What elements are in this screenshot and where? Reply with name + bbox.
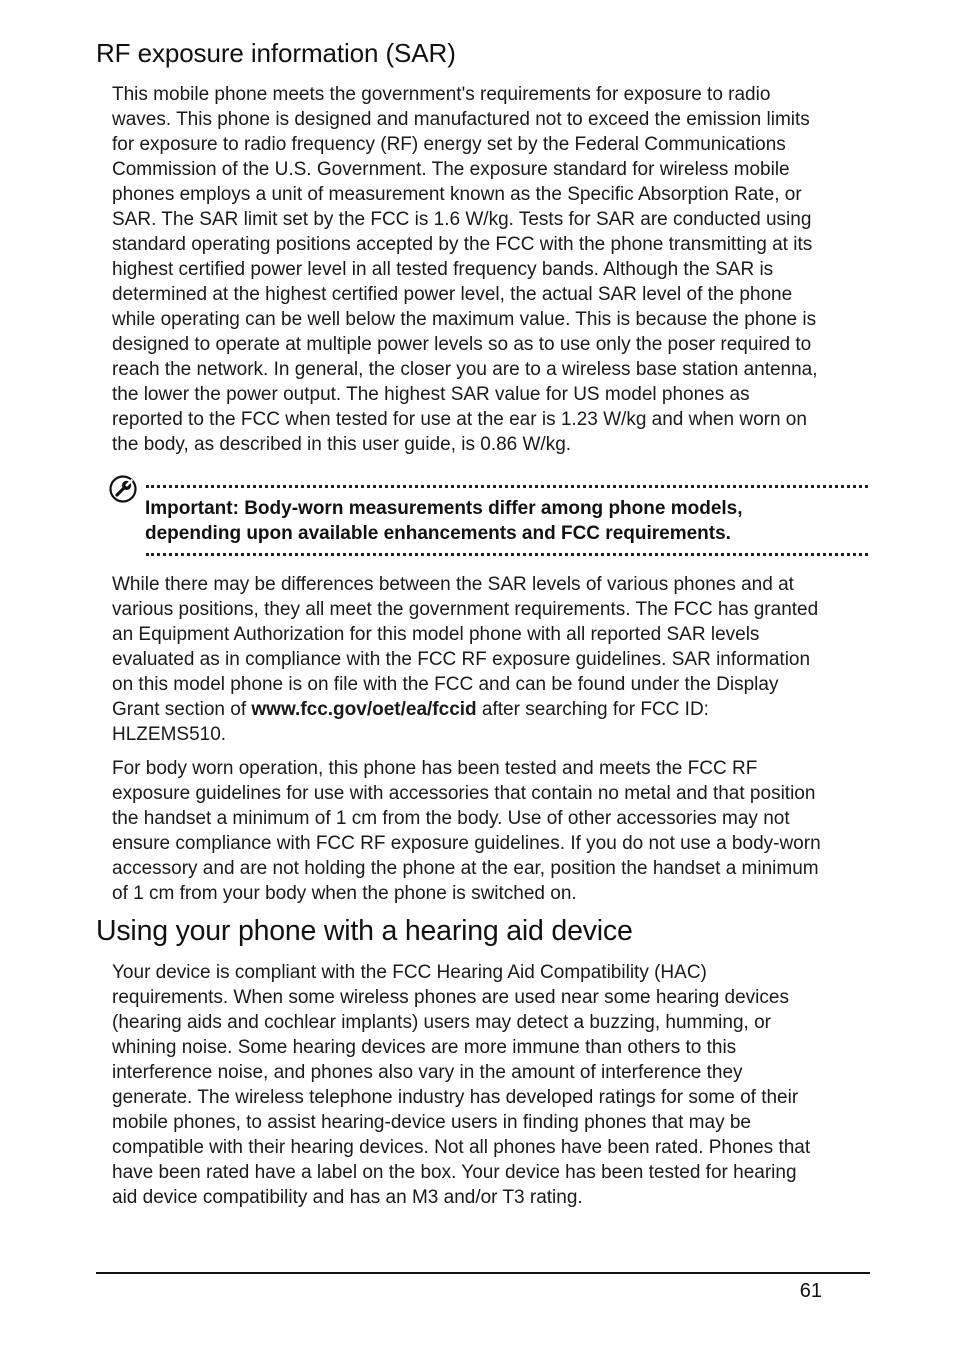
important-note — [106, 473, 868, 559]
text-line: the body, as described in this user guide, is 0.86 W/kg. — [112, 434, 572, 455]
sar-paragraph-1 — [112, 82, 872, 457]
text-line: accessory and are not holding the phone at the ear, position the handset a minimum — [112, 858, 819, 879]
text-line: various positions, they all meet the government requirements. The FCC has granted — [112, 599, 819, 620]
text-line: standard operating positions accepted by the FCC with the phone transmitting at its — [112, 234, 813, 255]
note-text — [145, 496, 743, 546]
fcc-link[interactable]: www.fcc.gov/oet/ea/fccid — [251, 699, 477, 720]
text-line: phones employs a unit of measurement known as the Specific Absorption Rate, or — [112, 184, 802, 205]
text-line: for exposure to radio frequency (RF) energy set by the Federal Communications — [112, 134, 786, 155]
text-line: HLZEMS510. — [112, 724, 227, 745]
hac-paragraph-1 — [112, 960, 872, 1210]
text-line: Commission of the U.S. Government. The exposure standard for wireless mobile — [112, 159, 790, 180]
section-heading-hearing-aid: Using your phone with a hearing aid device — [96, 915, 633, 947]
text-line: while operating can be well below the maximum value. This is because the phone is — [112, 309, 817, 330]
text-line: whining noise. Some hearing devices are more immune than others to this — [112, 1037, 737, 1058]
text-line: (hearing aids and cochlear implants) users may detect a buzzing, humming, or — [112, 1012, 771, 1033]
note-line: depending upon available enhancements and FCC requirements. — [145, 523, 731, 544]
text-line: interference noise, and phones also vary in the amount of interference they — [112, 1062, 743, 1083]
text-line: requirements. When some wireless phones are used near some hearing devices — [112, 987, 789, 1008]
section-heading-sar: RF exposure information (SAR) — [96, 38, 456, 68]
text-line: have been rated have a label on the box. Your device has been tested for hearing — [112, 1162, 797, 1183]
note-divider-top — [146, 485, 868, 488]
text-line: exposure guidelines for use with accessories that contain no metal and that position — [112, 783, 816, 804]
text-line: determined at the highest certified power level, the actual SAR level of the phone — [112, 284, 793, 305]
text-line-with-link — [112, 697, 872, 722]
text-line: generate. The wireless telephone industry has developed ratings for some of their — [112, 1087, 799, 1108]
wrench-icon — [108, 474, 138, 504]
text-line: For body worn operation, this phone has been tested and meets the FCC RF — [112, 758, 758, 779]
text-line: compatible with their hearing devices. Not all phones have been rated. Phones that — [112, 1137, 811, 1158]
text-segment: after searching for FCC ID: — [476, 699, 709, 720]
text-line: SAR. The SAR limit set by the FCC is 1.6 W/kg. Tests for SAR are conducted using — [112, 209, 812, 230]
text-line: highest certified power level in all tested frequency bands. Although the SAR is — [112, 259, 774, 280]
text-line: of 1 cm from your body when the phone is switched on. — [112, 883, 577, 904]
text-line: waves. This phone is designed and manufactured not to exceed the emission limits — [112, 109, 810, 130]
text-line: reported to the FCC when tested for use at the ear is 1.23 W/kg and when worn on — [112, 409, 807, 430]
sar-paragraph-2 — [112, 572, 872, 747]
text-segment: Grant section of — [112, 699, 252, 720]
text-line: evaluated as in compliance with the FCC RF exposure guidelines. SAR information — [112, 649, 811, 670]
text-line: aid device compatibility and has an M3 and/or T3 rating. — [112, 1187, 583, 1208]
text-line: on this model phone is on file with the FCC and can be found under the Display — [112, 674, 779, 695]
text-line: ensure compliance with FCC RF exposure guidelines. If you do not use a body-worn — [112, 833, 821, 854]
text-line: While there may be differences between the SAR levels of various phones and at — [112, 574, 794, 595]
footer-rule — [96, 1272, 870, 1274]
text-line: reach the network. In general, the closer you are to a wireless base station antenna, — [112, 359, 818, 380]
note-line: Important: Body-worn measurements differ among phone models, — [145, 498, 743, 519]
text-line: the lower the power output. The highest SAR value for US model phones as — [112, 384, 750, 405]
text-line: designed to operate at multiple power levels so as to use only the poser required to — [112, 334, 812, 355]
text-line: Your device is compliant with the FCC Hearing Aid Compatibility (HAC) — [112, 962, 707, 983]
page-number: 61 — [799, 1280, 822, 1302]
text-line: mobile phones, to assist hearing-device users in finding phones that may be — [112, 1112, 751, 1133]
text-line: the handset a minimum of 1 cm from the body. Use of other accessories may not — [112, 808, 790, 829]
text-line: This mobile phone meets the government's requirements for exposure to radio — [112, 84, 771, 105]
text-line: an Equipment Authorization for this model phone with all reported SAR levels — [112, 624, 760, 645]
sar-paragraph-3 — [112, 756, 872, 906]
note-divider-bottom — [146, 553, 868, 556]
